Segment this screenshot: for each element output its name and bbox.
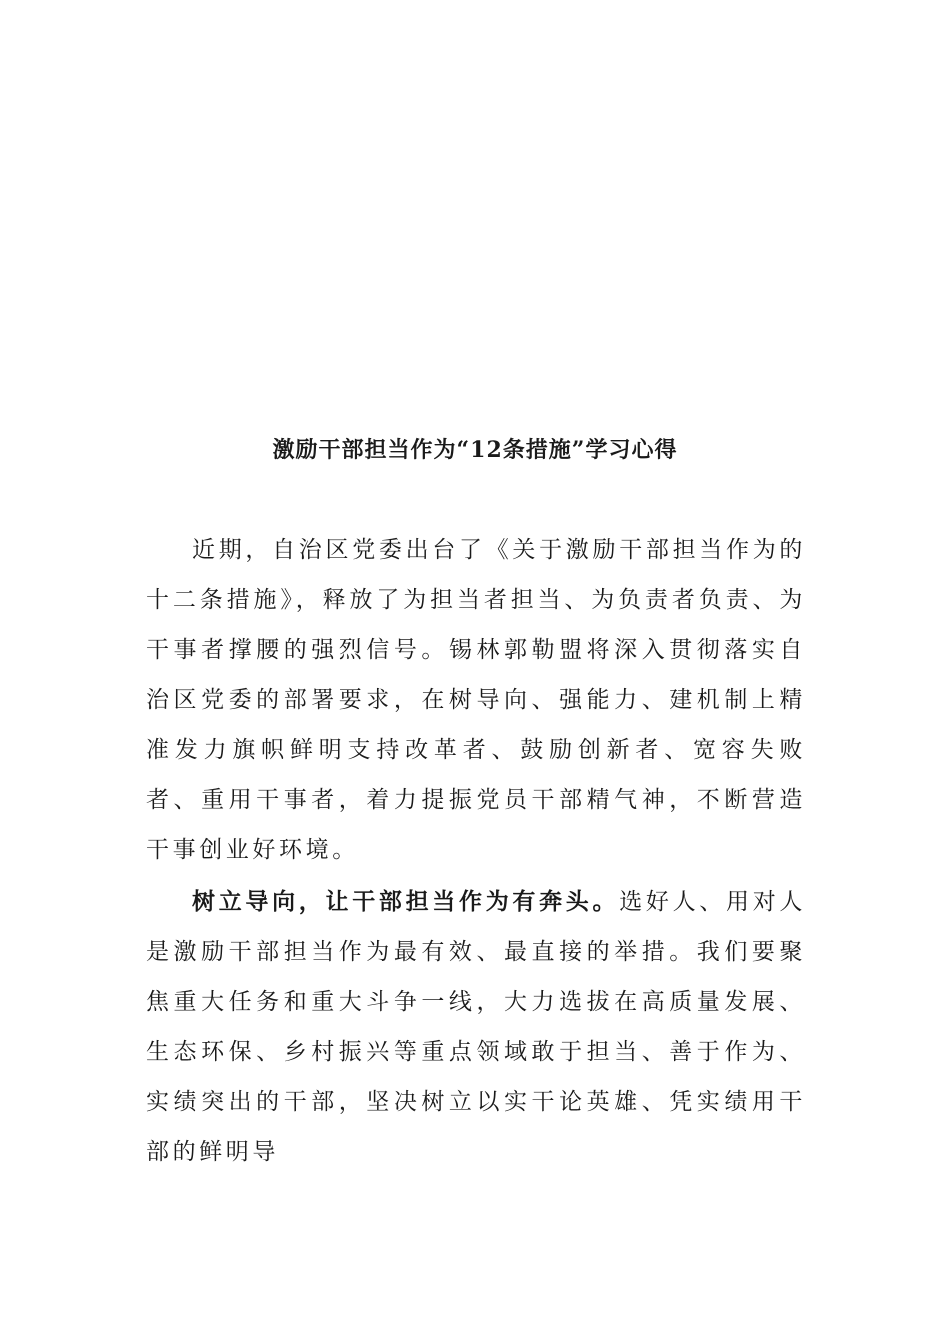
paragraph-text: 选好人、用对人是激励干部担当作为最有效、最直接的举措。我们要聚焦重大任务和重大斗争一线，大力选拔在高质量发展、生态环保、乡村振兴等重点领域敢于担当、善于作为、实绩突出的干部，坚决树立以实干论英雄、凭实绩用干部的鲜明导 [146,889,806,1165]
paragraph-intro [146,525,806,875]
paragraph-lead: 树立导向，让干部担当作为有奔头。 [192,888,620,915]
paragraph-text: 近期，自治区党委出台了《关于激励干部担当作为的十二条措施》，释放了为担当者担当、为负责者负责、为干事者撑腰的强烈信号。锡林郭勒盟将深入贯彻落实自治区党委的部署要求，在树导向、强能力、建机制上精准发力旗帜鲜明支持改革者、鼓励创新者、宽容失败者、重用干事者，着力提振党员干部精气神，不断营造干事创业好环境。 [146,537,806,863]
paragraph-guidance [146,877,806,1177]
document-body [146,525,806,1179]
document-title: 激励干部担当作为“12条措施”学习心得 [272,437,678,463]
